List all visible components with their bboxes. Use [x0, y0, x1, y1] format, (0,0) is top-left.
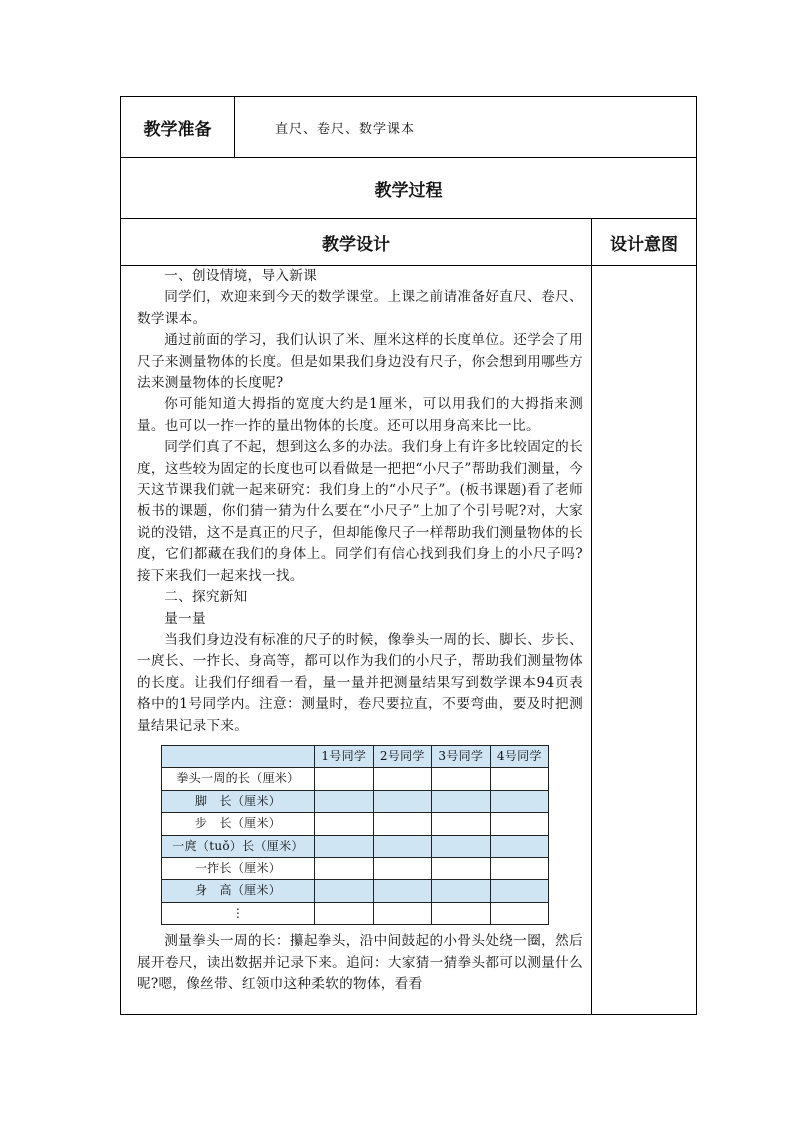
row-label: 步 长（厘米） [162, 813, 315, 835]
design-header: 教学设计 [121, 219, 592, 266]
table-cell [373, 813, 432, 835]
paragraph: 同学们真了不起，想到这么多的办法。我们身上有许多比较固定的长度，这些较为固定的长度也可以看做是一把把“小尺子”帮助我们测量，今天这节课我们就一起来研究：我们身上的“小尺子”。(板书课题)看了老师板书的课题，你们猜一猜为什么要在“小尺子”上加了个引号呢?对，大家说的没错，这不是真正的尺子，但却能像尺子一样帮助我们测量物体的长度，它们都藏在我们的身体上。同学们有信心找到我们身上的小尺子吗?接下来我们一起来找一找。 [137, 439, 583, 584]
paragraph: 测量拳头一周的长：攥起拳头，沿中间鼓起的小骨头处绕一圈，然后展开卷尺，读出数据并记录下来。追问：大家猜一猜拳头都可以测量什么呢?嗯，像丝带、红领巾这种柔软的物体，看看 [137, 933, 583, 992]
prep-label: 教学准备 [121, 97, 235, 158]
table-header-row [162, 745, 549, 767]
intent-header: 设计意图 [592, 219, 697, 266]
table-cell [432, 857, 491, 879]
table-row [162, 880, 549, 902]
table-cell [373, 902, 432, 924]
table-row [162, 835, 549, 857]
intent-content [592, 266, 697, 1015]
table-cell [373, 857, 432, 879]
table-cell [315, 880, 374, 902]
table-row [162, 790, 549, 812]
table-cell [490, 790, 549, 812]
measurement-table [161, 745, 549, 925]
lesson-plan-table [120, 96, 697, 1015]
table-cell [373, 835, 432, 857]
row-label: 脚 长（厘米） [162, 790, 315, 812]
paragraph: 同学们，欢迎来到今天的数学课堂。上课之前请准备好直尺、卷尺、数学课本。 [137, 289, 583, 327]
prep-value: 直尺、卷尺、数学课本 [235, 97, 697, 158]
paragraph: 当我们身边没有标准的尺子的时候，像拳头一周的长、脚长、步长、一庹长、一拃长、身高等，都可以作为我们的小尺子，帮助我们测量物体的长度。让我们仔细看一看，量一量并把测量结果写到数学课本94页表格中的1号同学内。注意：测量时，卷尺要拉直，不要弯曲，要及时把测量结果记录下来。 [137, 631, 583, 734]
table-cell [432, 790, 491, 812]
table-cell [490, 813, 549, 835]
table-cell [490, 835, 549, 857]
table-cell [490, 768, 549, 790]
table-row [162, 902, 549, 924]
row-label: 身 高（厘米） [162, 880, 315, 902]
table-row [162, 813, 549, 835]
table-cell [432, 902, 491, 924]
paragraph: 你可能知道大拇指的宽度大约是1厘米，可以用我们的大拇指来测量。也可以一拃一拃的量出物体的长度。还可以用身高来比一比。 [137, 396, 583, 434]
table-header-cell: 3号同学 [432, 745, 491, 767]
section-heading-2: 二、探究新知 [164, 589, 248, 606]
table-header-cell: 2号同学 [373, 745, 432, 767]
table-header-cell: 4号同学 [490, 745, 549, 767]
table-cell [432, 768, 491, 790]
table-cell [373, 768, 432, 790]
table-cell [490, 902, 549, 924]
table-cell [315, 857, 374, 879]
process-title: 教学过程 [121, 158, 697, 219]
paragraph: 通过前面的学习，我们认识了米、厘米这样的长度单位。还学会了用尺子来测量物体的长度。但是如果我们身边没有尺子，你会想到用哪些方法来测量物体的长度呢? [137, 332, 583, 392]
table-cell [315, 835, 374, 857]
row-label: 拳头一周的长（厘米） [162, 768, 315, 790]
table-cell [432, 835, 491, 857]
table-cell [373, 790, 432, 812]
table-cell [432, 813, 491, 835]
row-label-ellipsis: ⋮ [162, 902, 315, 924]
table-cell [490, 880, 549, 902]
design-content [121, 266, 592, 1015]
table-cell [432, 880, 491, 902]
row-label: 一拃长（厘米） [162, 857, 315, 879]
table-cell [490, 857, 549, 879]
table-row [162, 768, 549, 790]
table-cell [315, 813, 374, 835]
table-cell [315, 902, 374, 924]
row-label: 一庹（tuǒ）长（厘米） [162, 835, 315, 857]
section-heading-1: 一、创设情境，导入新课 [164, 268, 318, 284]
table-row [162, 857, 549, 879]
table-cell [315, 790, 374, 812]
subsection-heading: 量一量 [164, 610, 206, 627]
table-cell [315, 768, 374, 790]
table-cell [373, 880, 432, 902]
table-header-cell: 1号同学 [315, 745, 374, 767]
table-header-cell [162, 745, 315, 767]
